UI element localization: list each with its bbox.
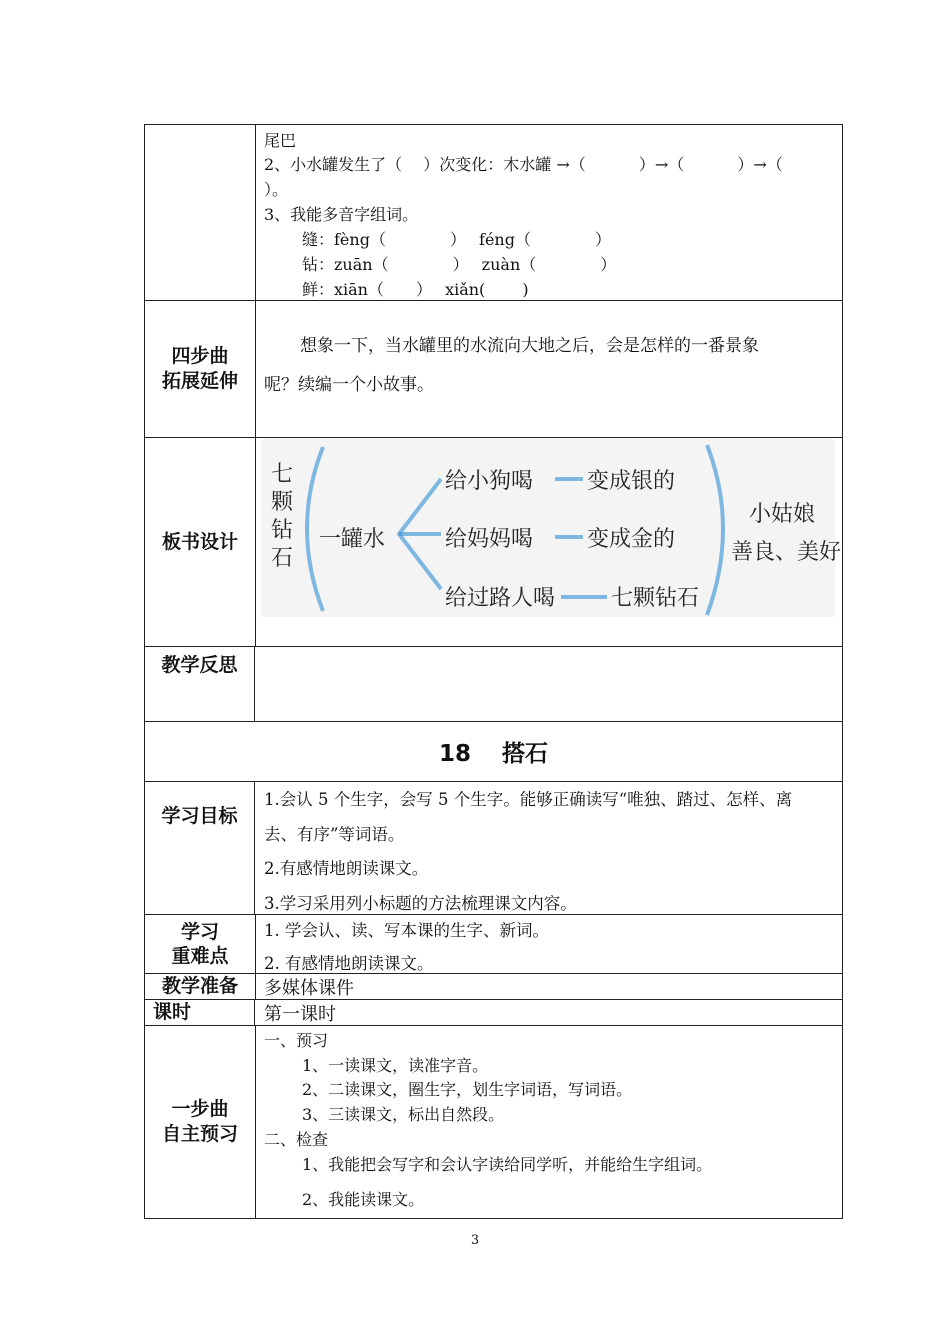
board-title-char: 七 — [270, 462, 293, 487]
extension-label-line-2: 拓展延伸 — [161, 370, 238, 392]
extension-content — [256, 301, 842, 437]
step1-row — [144, 1025, 843, 1219]
board-row — [144, 437, 843, 646]
board-branch-result: 变成金的 — [587, 527, 676, 552]
board-left-title — [269, 461, 295, 573]
board-diagram — [261, 439, 842, 617]
board-branch-to: 给妈妈喝 — [445, 527, 534, 552]
preparation-value: 多媒体课件 — [264, 978, 354, 999]
difficulties-row — [144, 914, 843, 973]
goals-row — [144, 781, 843, 914]
goals-label: 学习目标 — [145, 782, 255, 914]
period-value: 第一课时 — [264, 1004, 336, 1025]
board-label: 板书设计 — [145, 438, 256, 646]
difficulty-line: 2. 有感情地朗读课文。 — [264, 954, 434, 973]
step1-content — [256, 1026, 842, 1218]
step1-label-line-1: 一步曲 — [171, 1098, 229, 1120]
step1-line: 二、检查 — [264, 1130, 329, 1149]
preparation-label: 教学准备 — [145, 974, 256, 999]
difficulty-line: 1. 学会认、读、写本课的生字、新词。 — [264, 921, 549, 940]
step1-line: 1、一读课文，读准字音。 — [302, 1056, 489, 1075]
extension-text-2: 呢？续编一个小故事。 — [264, 375, 434, 395]
goal-line: 2.有感情地朗读课文。 — [264, 859, 429, 878]
extension-text-1: 想象一下，当水罐里的水流向大地之后，会是怎样的一番景象 — [300, 336, 759, 356]
board-branch-to: 给小狗喝 — [445, 469, 534, 494]
board-branch-result: 变成银的 — [587, 469, 676, 494]
exercise-line: 2、小水罐发生了（ ）次变化：木水罐 →（ ）→（ ）→（ — [264, 155, 783, 174]
exercise-row — [144, 124, 843, 300]
step1-label — [145, 1026, 256, 1218]
period-content — [256, 1000, 842, 1025]
difficulties-label-line-2: 重难点 — [171, 945, 229, 967]
extension-label-line-1: 四步曲 — [171, 345, 229, 367]
goal-line: 3.学习采用列小标题的方法梳理课文内容。 — [264, 894, 577, 913]
preparation-row — [144, 973, 843, 999]
board-branch-to: 给过路人喝 — [445, 586, 556, 611]
step1-line: 2、我能读课文。 — [302, 1190, 425, 1209]
board-title-char: 钻 — [270, 518, 293, 543]
board-conclusion-1: 小姑娘 — [749, 502, 816, 527]
period-row — [144, 999, 843, 1025]
page-number: 3 — [470, 1233, 480, 1248]
period-label: 课时 — [145, 1000, 255, 1025]
step1-line: 一、预习 — [264, 1031, 329, 1050]
lesson-title-row — [144, 721, 843, 781]
board-conclusion-2: 善良、美好 — [731, 540, 842, 565]
exercise-row-label — [145, 125, 256, 300]
reflection-row — [144, 646, 843, 721]
board-title-char: 石 — [270, 546, 293, 571]
reflection-label: 教学反思 — [145, 647, 255, 721]
goal-line: 1.会认 5 个生字，会写 5 个生字。能够正确读写“唯独、踏过、怎样、离 — [264, 790, 793, 809]
board-title-char: 颗 — [270, 490, 293, 515]
exercise-content — [256, 125, 842, 300]
lesson-title: 18 搭石 — [438, 741, 548, 767]
board-center: 一罐水 — [319, 527, 386, 552]
exercise-line: ）。 — [264, 180, 289, 199]
exercise-line: 3、我能多音字组词。 — [264, 205, 419, 224]
extension-label — [145, 301, 256, 437]
step1-line: 3、三读课文，标出自然段。 — [302, 1105, 505, 1124]
step1-label-line-2: 自主预习 — [161, 1123, 238, 1145]
exercise-line: 尾巴 — [264, 131, 297, 150]
difficulties-label — [145, 915, 256, 973]
exercise-line: 鲜：xiān（ ） xiǎn( ) — [302, 280, 529, 299]
difficulties-label-line-1: 学习 — [180, 921, 219, 943]
board-branch-result: 七颗钻石 — [611, 586, 700, 611]
difficulties-content — [256, 915, 842, 973]
goals-content — [256, 782, 842, 914]
reflection-content — [256, 647, 842, 721]
preparation-content — [256, 974, 842, 999]
right-bracket — [707, 445, 723, 615]
step1-line: 1、我能把会写字和会认字读给同学听，并能给生字组词。 — [302, 1155, 713, 1174]
extension-row — [144, 300, 843, 437]
exercise-line: 缝：fèng（ ） féng（ ） — [302, 230, 611, 249]
exercise-line: 钻：zuān（ ） zuàn（ ） — [302, 255, 617, 274]
step1-line: 2、二读课文，圈生字，划生字词语，写词语。 — [302, 1080, 633, 1099]
goal-line: 去、有序”等词语。 — [264, 825, 405, 844]
